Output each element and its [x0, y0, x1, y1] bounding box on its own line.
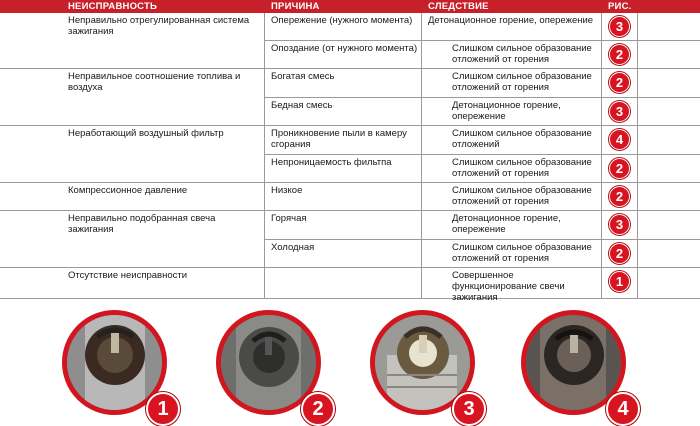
- figure-badge: 3: [609, 16, 630, 37]
- photo-number-badge: 3: [452, 392, 486, 426]
- column-divider: [264, 13, 265, 298]
- figure-badge: 1: [609, 271, 630, 292]
- cause-cell: Непроницаемость фильтпа: [271, 157, 392, 168]
- photo-number-badge: 2: [301, 392, 335, 426]
- header-effect: СЛЕДСТВИЕ: [428, 1, 489, 12]
- figure-badge: 2: [609, 158, 630, 179]
- row-divider: [0, 68, 700, 69]
- cause-cell: Горячая: [271, 213, 307, 224]
- figure-badge: 2: [609, 186, 630, 207]
- header-fault: НЕИСПРАВНОСТЬ: [68, 1, 158, 12]
- header-figure: РИС.: [608, 1, 632, 12]
- row-divider: [264, 40, 700, 41]
- photo-number-badge: 4: [606, 392, 640, 426]
- fault-none: Отсутствие неисправности: [68, 270, 188, 281]
- effect-cell: Слишком сильное образование отложений от горения: [452, 185, 592, 207]
- column-divider: [421, 13, 422, 298]
- column-divider: [601, 13, 602, 298]
- column-divider: [637, 13, 638, 298]
- table-header: [0, 0, 700, 13]
- row-divider: [0, 267, 700, 268]
- photo-number-badge: 1: [146, 392, 180, 426]
- effect-cell: Совершенное функционирование свечи зажигания: [452, 270, 565, 303]
- row-divider: [0, 182, 700, 183]
- row-divider: [264, 239, 700, 240]
- cause-cell: Холодная: [271, 242, 315, 253]
- fault-mixture: Неправильное соотношение топлива и воздуха: [68, 71, 241, 93]
- fault-ignition: Неправильно отрегулированная система зажигания: [68, 15, 250, 37]
- effect-cell: Слишком сильное образование отложений от горения: [452, 157, 592, 179]
- row-divider: [264, 97, 700, 98]
- figure-badge: 2: [609, 44, 630, 65]
- fault-air-filter: Неработающий воздушный фильтр: [68, 128, 224, 139]
- figure-badge: 3: [609, 214, 630, 235]
- figure-badge: 3: [609, 101, 630, 122]
- row-divider: [264, 154, 700, 155]
- fault-compression: Компрессионное давление: [68, 185, 188, 196]
- figure-badge: 2: [609, 72, 630, 93]
- cause-cell: Проникновение пыли в камеру сгорания: [271, 128, 407, 150]
- cause-cell: Опоздание (от нужного момента): [271, 43, 418, 54]
- row-divider: [0, 210, 700, 211]
- cause-cell: Богатая смесь: [271, 71, 335, 82]
- fault-spark-plug: Неправильно подобранная свеча зажигания: [68, 213, 216, 235]
- effect-cell: Слишком сильное образование отложений от горения: [452, 43, 592, 65]
- cause-cell: Опережение (нужного момента): [271, 15, 413, 26]
- row-divider: [0, 125, 700, 126]
- effect-cell: Слишком сильное образование отложений от горения: [452, 71, 592, 93]
- effect-cell: Слишком сильное образование отложений от горения: [452, 242, 592, 264]
- figure-badge: 2: [609, 243, 630, 264]
- figure-badge: 4: [609, 129, 630, 150]
- effect-cell: Слишком сильное образование отложений: [452, 128, 592, 150]
- effect-cell: Детонационное горение, опережение: [428, 15, 594, 26]
- effect-cell: Детонационное горение, опережение: [452, 100, 561, 122]
- header-cause: ПРИЧИНА: [271, 1, 320, 12]
- cause-cell: Низкое: [271, 185, 303, 196]
- effect-cell: Детонационное горение, опережение: [452, 213, 561, 235]
- cause-cell: Бедная смесь: [271, 100, 333, 111]
